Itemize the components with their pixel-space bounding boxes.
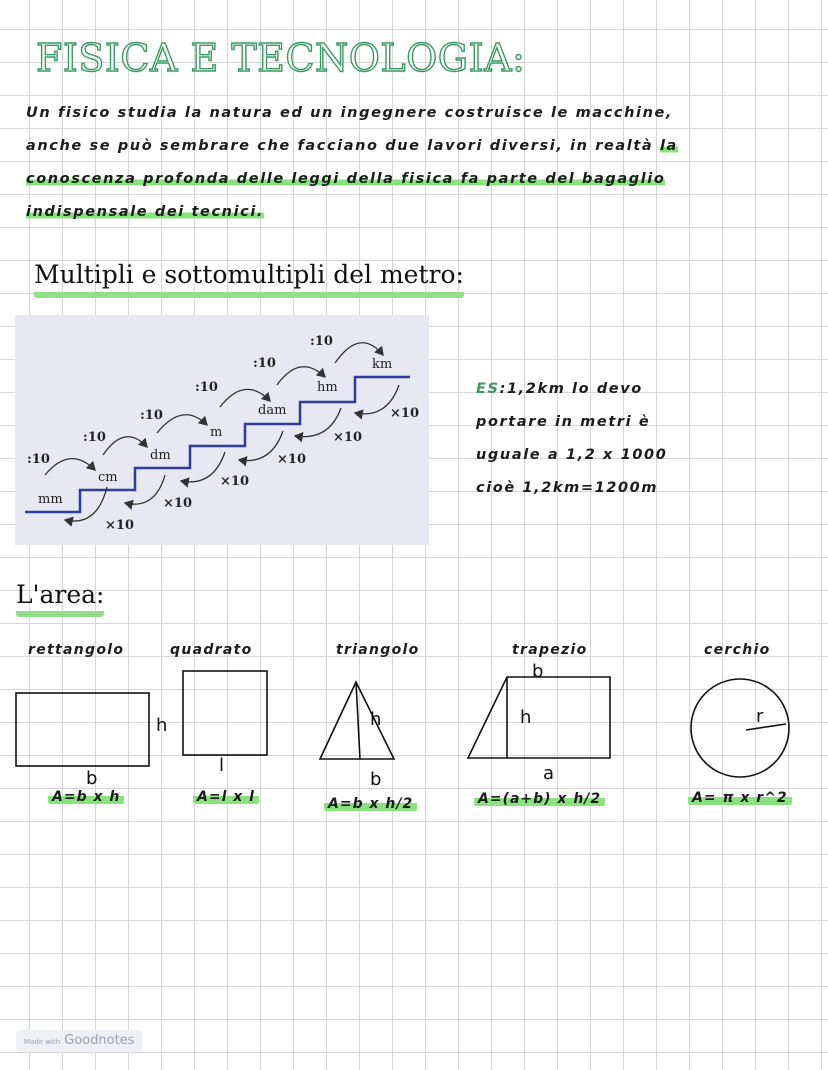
shape-name-quadrato: quadrato — [170, 642, 253, 658]
formula-rettangolo: A=b x h — [48, 789, 124, 805]
example-line-1: ES:1,2km lo devo — [476, 381, 643, 397]
formula-triangolo: A=b x h/2 — [324, 796, 417, 812]
label-trap-b: b — [532, 661, 544, 682]
unit-mm: mm — [38, 492, 63, 507]
shape-name-trapezio: trapezio — [512, 642, 588, 658]
triangle-height — [356, 682, 360, 759]
example-line-3: uguale a 1,2 x 1000 — [476, 447, 668, 463]
label-rect-h: h — [156, 715, 168, 736]
square-shape — [183, 671, 267, 755]
unit-dm: dm — [150, 448, 171, 463]
multiply-label-3: ×10 — [220, 474, 249, 489]
rectangle-shape — [16, 693, 149, 766]
area-heading: L'area: — [16, 580, 104, 609]
circle-radius — [746, 724, 786, 730]
unit-m: m — [210, 425, 223, 440]
multiply-label-6: ×10 — [390, 406, 419, 421]
unit-dam: dam — [258, 403, 287, 418]
circle-shape — [691, 679, 789, 777]
example-note — [476, 375, 667, 507]
shape-name-cerchio: cerchio — [704, 642, 771, 658]
shape-name-rettangolo: rettangolo — [28, 642, 125, 658]
intro-line-1: Un fisico studia la natura ed un ingegnere costruisce le macchine, — [26, 105, 674, 121]
example-line-4: cioè 1,2km=1200m — [476, 480, 659, 496]
unit-hm: hm — [317, 380, 338, 395]
intro-paragraph — [26, 98, 746, 230]
divide-label-5: :10 — [253, 356, 276, 371]
example-line-2: portare in metri è — [476, 414, 651, 430]
divide-arrow-2 — [103, 437, 147, 455]
label-square-l: l — [219, 755, 225, 776]
multiply-label-4: ×10 — [277, 452, 306, 467]
formula-quadrato: A=l x l — [193, 789, 259, 805]
divide-arrow-3 — [157, 415, 207, 433]
shape-name-triangolo: triangolo — [336, 642, 420, 658]
intro-line-2: anche se può sembrare che facciano due lavori diversi, in realtà la — [26, 138, 678, 154]
label-tri-h: h — [370, 709, 382, 730]
label-trap-h: h — [520, 707, 532, 728]
divide-label-4: :10 — [195, 380, 218, 395]
label-rect-b: b — [86, 768, 98, 789]
label-circle-r: r — [756, 706, 764, 727]
multiply-arrow-1 — [65, 487, 107, 521]
metric-staircase-diagram — [15, 315, 429, 545]
divide-label-3: :10 — [140, 408, 163, 423]
divide-arrow-1 — [45, 459, 95, 475]
metro-heading: Multipli e sottomultipli del metro: — [34, 260, 464, 289]
intro-line-4: indispensale dei tecnici. — [26, 204, 265, 220]
multiply-label-1: ×10 — [105, 518, 134, 533]
unit-cm: cm — [98, 470, 118, 485]
trapezoid-shape — [468, 677, 610, 758]
divide-label-2: :10 — [83, 430, 106, 445]
multiply-label-2: ×10 — [163, 496, 192, 511]
formula-cerchio: A= π x r^2 — [688, 790, 792, 806]
intro-line-3: conoscenza profonda delle leggi della fisica fa parte del bagaglio — [26, 171, 666, 187]
label-tri-b: b — [370, 769, 382, 790]
divide-label-6: :10 — [310, 334, 333, 349]
goodnotes-badge: Made with Goodnotes — [16, 1030, 142, 1052]
area-shapes-drawing — [0, 655, 828, 790]
unit-km: km — [372, 357, 393, 372]
label-trap-a: a — [543, 763, 555, 784]
page-title: FISICA E TECNOLOGIA: — [36, 36, 526, 80]
multiply-label-5: ×10 — [333, 430, 362, 445]
formula-trapezio: A=(a+b) x h/2 — [474, 791, 605, 807]
divide-label-1: :10 — [27, 452, 50, 467]
